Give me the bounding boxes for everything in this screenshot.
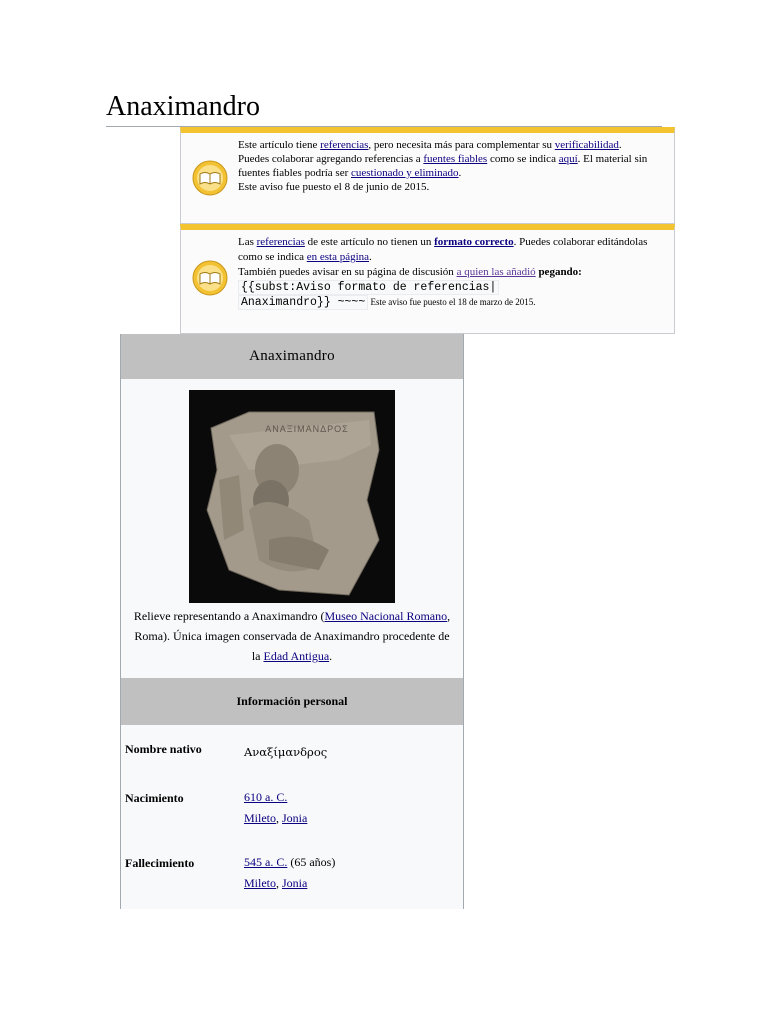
link-death-jonia[interactable]: Jonia bbox=[282, 876, 308, 890]
book-icon bbox=[192, 160, 228, 196]
link-referencias[interactable]: referencias bbox=[320, 139, 369, 151]
link-edad-antigua[interactable]: Edad Antigua bbox=[263, 649, 330, 663]
link-referencias-2[interactable]: referencias bbox=[256, 236, 305, 248]
link-death-mileto[interactable]: Mileto bbox=[244, 876, 276, 890]
infobox-title: Anaximandro bbox=[121, 334, 463, 379]
label-death: Fallecimiento bbox=[125, 856, 195, 870]
link-cuestionado[interactable]: cuestionado y eliminado bbox=[351, 167, 459, 179]
format-notice bbox=[180, 224, 675, 334]
link-birth-date[interactable]: 610 a. C. bbox=[244, 790, 288, 804]
code-snippet: {{subst:Aviso formato de referencias| bbox=[238, 280, 499, 295]
book-icon bbox=[192, 260, 228, 296]
notice-text: Este artículo tiene referencias, pero necesita más para complementar su verificabilidad. Puedes colaborar agregando referencias a fuentes fiables como se indica aquí. El material sin fuentes fiables podría ser cuestionado y eliminado. Este aviso fue puesto el 8 de junio de 2015. bbox=[238, 139, 648, 193]
link-aqui[interactable]: aquí bbox=[558, 153, 578, 165]
link-fuentes-fiables[interactable]: fuentes fiables bbox=[423, 153, 488, 165]
infobox bbox=[120, 334, 464, 909]
value-birth: 610 a. C. Mileto, Jonia bbox=[244, 790, 308, 825]
image-caption: Relieve representando a Anaximandro (Museo Nacional Romano, Roma). Única imagen conservada de Anaximandro procedente de la Edad Antigua. bbox=[133, 609, 451, 663]
link-quien-las-anadio[interactable]: a quien las añadió bbox=[456, 266, 536, 278]
link-en-esta-pagina[interactable]: en esta página bbox=[306, 251, 370, 263]
value-death: 545 a. C. (65 años) Mileto, Jonia bbox=[244, 855, 336, 890]
references-notice bbox=[180, 127, 675, 224]
relief-inscription: ΑΝΑΞΙΜΑΝΔΡΟΣ bbox=[265, 424, 349, 434]
code-snippet-2: Anaximandro}} ~~~~ bbox=[238, 295, 368, 310]
label-birth: Nacimiento bbox=[125, 791, 184, 805]
relief-image[interactable] bbox=[189, 390, 395, 603]
link-death-date[interactable]: 545 a. C. bbox=[244, 855, 288, 869]
link-birth-mileto[interactable]: Mileto bbox=[244, 811, 276, 825]
value-native-name: Αναξίμανδρος bbox=[244, 745, 328, 759]
link-birth-jonia[interactable]: Jonia bbox=[282, 811, 308, 825]
link-formato-correcto[interactable]: formato correcto bbox=[434, 236, 514, 248]
section-header-personal: Información personal bbox=[121, 678, 463, 725]
label-native-name: Nombre nativo bbox=[125, 742, 202, 756]
link-verificabilidad[interactable]: verificabilidad bbox=[554, 139, 619, 151]
notice-date: Este aviso fue puesto el 8 de junio de 2015. bbox=[238, 181, 430, 193]
link-museo-nacional-romano[interactable]: Museo Nacional Romano bbox=[324, 609, 448, 623]
notice-text: Las referencias de este artículo no tienen un formato correcto. Puedes colaborar editándolas como se indica en esta página. También puedes avisar en su página de discusión a quien las añadió pegando: {{subst:Aviso formato de referencias| Anaximandro}} ~~~~ Este aviso fue puesto el 18 de marzo de 2015. bbox=[238, 236, 648, 309]
page-title: Anaximandro bbox=[106, 90, 662, 127]
